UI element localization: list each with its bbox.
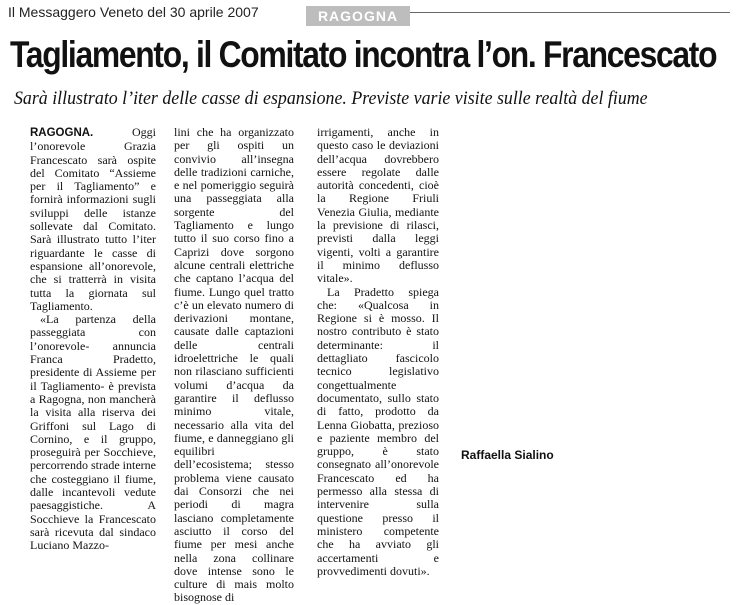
paragraph-1 [30, 126, 156, 313]
column-3-paragraph-2: La Pradetto spiega che: «Qualcosa in Regione si è mosso. Il nostro contributo è stato determinante: il dettagliato fascicolo tecnico legislativo congettualmente documentato, sullo stato di fatto, prodotto da Lenna Giobatta, prezioso e paziente membro del gruppo, è stato consegnato all’onorevole Francescato ed ha permesso alla stessa di intervenire sulla questione presso il ministero competente che ha avviato gli accertamenti e provvedimenti dovuti». [317, 284, 439, 578]
column-3 [317, 126, 439, 578]
column-3-text: irrigamenti, anche in questo caso le deviazioni dell’acqua dovrebbero essere regolate dalle autorità concedenti, cioè la Regione Friuli Venezia Giulia, mediante la previsione di rilasci, previsti dalla leggi vigenti, volti a garantire il minimo deflusso vitale». [317, 125, 439, 286]
byline: Raffaella Sialino [461, 448, 554, 462]
masthead-bar [8, 4, 738, 26]
article-subhead: Sarà illustrato l’iter delle casse di espansione. Previste varie visite sulle realtà del fiume [14, 88, 648, 109]
article-headline: Tagliamento, il Comitato incontra l’on. Francescato [10, 34, 717, 75]
section-badge [306, 6, 410, 26]
section-label: RAGOGNA [317, 8, 399, 24]
dateline: RAGOGNA. [30, 127, 94, 139]
column-2 [174, 126, 294, 605]
column-1 [30, 126, 156, 553]
header-rule [410, 12, 730, 13]
column-2-text: lini che ha organizzato per gli ospiti un convivio all’insegna delle tradizioni carniche, e nel pomeriggio seguirà una passeggiata alla sorgente del Tagliamento e lungo tutto il suo corso fino a Caprizi dove sorgono alcune centrali elettriche che captano l’acqua del fiume. Lungo quel tratto c’è un elevato numero di derivazioni montane, causate dalle captazioni delle centrali idroelettriche le quali non rilasciano sufficienti volumi d’acqua da garantire il deflusso minimo vitale, necessario alla vita del fiume, e danneggiano gli equilibri dell’ecosistema; stesso problema viene causato dai Consorzi che nei periodi di magra lasciano completamente asciutto il corso del fiume per mesi anche nella zona collinare dove intense sono le culture di mais molto bisognose di [174, 125, 294, 605]
paragraph-1-text: Oggi l’onorevole Grazia Francescato sarà ospite del Comitato “Assieme per il Tagliamento” e fornirà informazioni sugli sviluppi delle istanze sollevate dal Comitato. Sarà illustrato tutto l’iter riguardante le casse di espansione all’onorevole, che si tratterrà in visita tutta la giornata sul Tagliamento. [30, 125, 156, 313]
paragraph-2: «La partenza della passeggiata con l’onorevole- annuncia Franca Pradetto, presidente di Assieme per il Tagliamento- è prevista a Ragogna, non mancherà la visita alla riserva dei Griffoni sul Lago di Cornino, e il gruppo, proseguirà per Socchieve, percorrendo strade interne che costeggiano il fiume, dalle incantevoli vedute paesaggistiche. A Socchieve la Francescato sarà ricevuta dal sindaco Luciano Mazzo- [30, 312, 156, 553]
source-date: Il Messaggero Veneto del 30 aprile 2007 [8, 4, 259, 20]
